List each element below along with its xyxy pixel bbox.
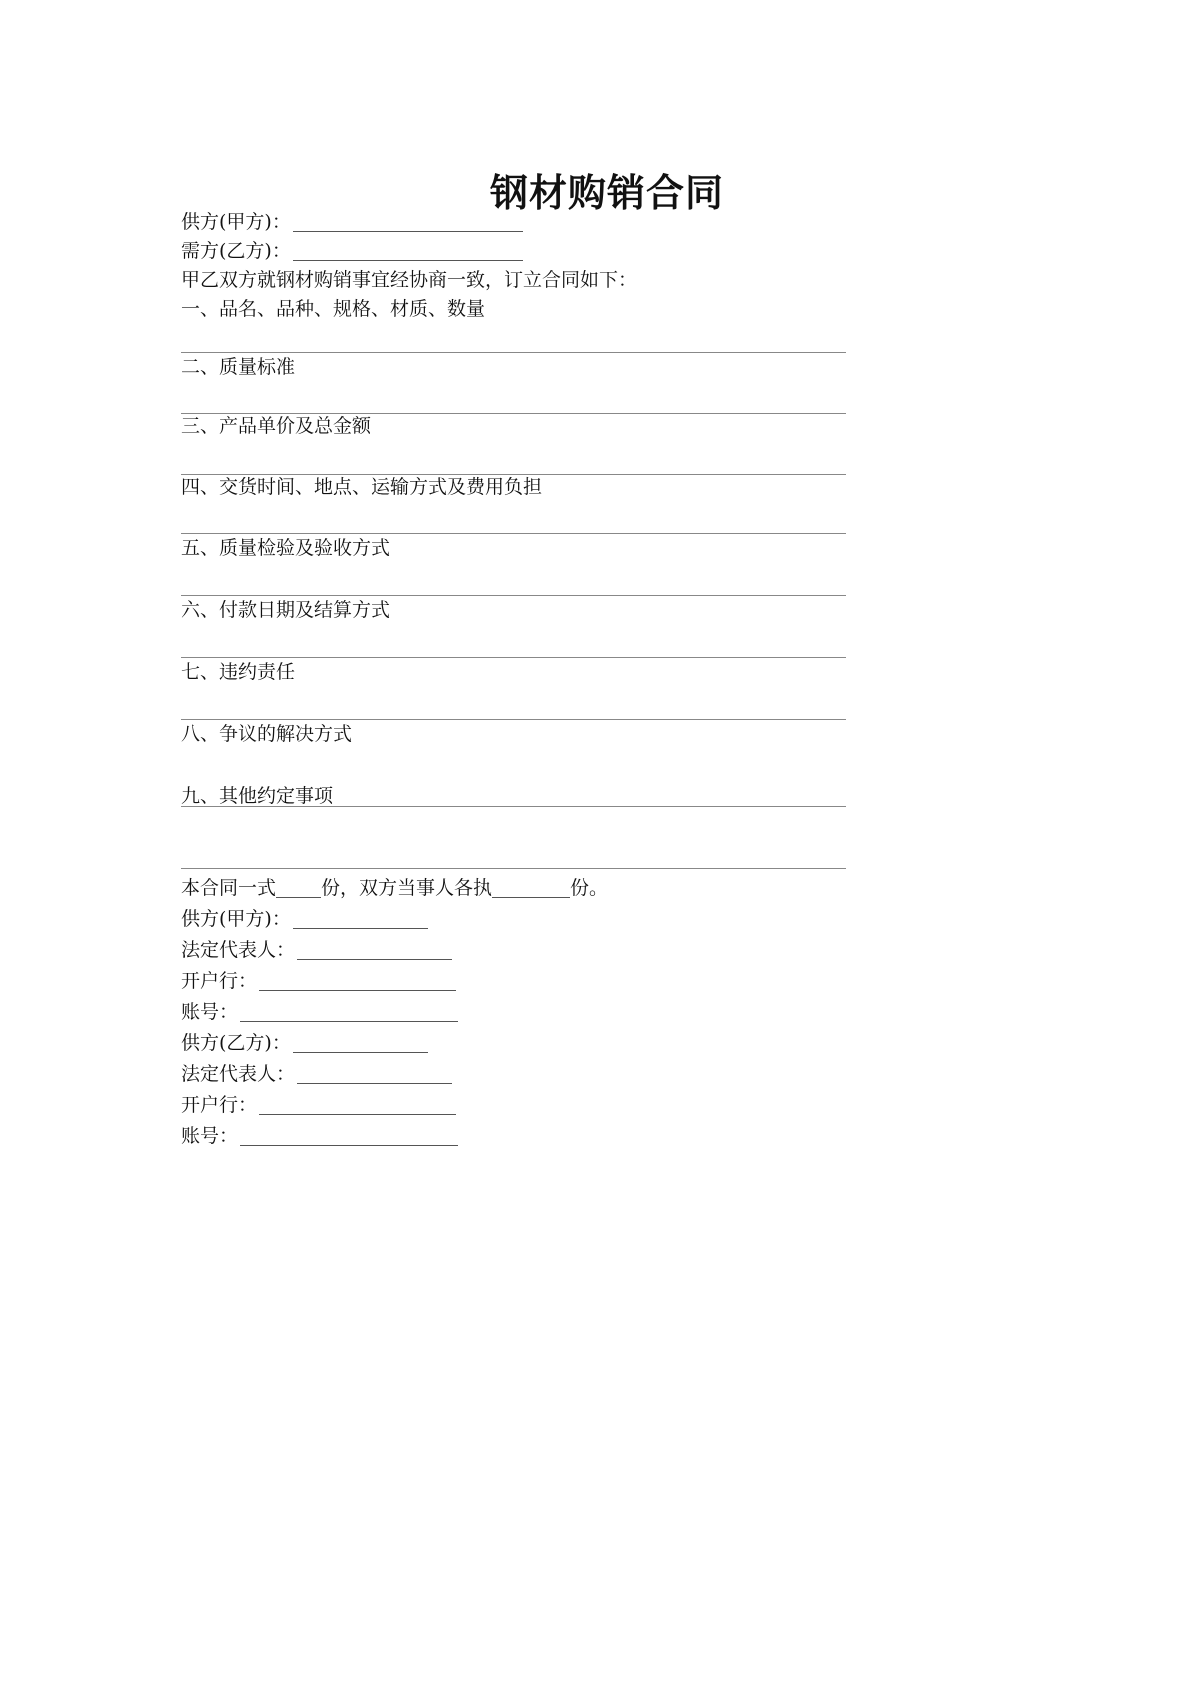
clause-7-field[interactable] — [181, 719, 846, 720]
clause-1-field[interactable] — [181, 352, 846, 353]
sig-account-a-row — [181, 999, 458, 1025]
copies-middle: 份，双方当事人各执 — [321, 877, 493, 899]
sig-bank-b-field[interactable] — [259, 1094, 456, 1115]
sig-party-a-label: 供方(甲方)： — [181, 908, 291, 930]
clause-1-label: 一、品名、品种、规格、材质、数量 — [181, 298, 486, 320]
sig-rep-b-label: 法定代表人： — [181, 1063, 296, 1085]
clause-5-field[interactable] — [181, 595, 846, 596]
sig-bank-a-field[interactable] — [259, 970, 456, 991]
sig-rep-b-row — [181, 1061, 452, 1087]
party-buyer-label: 需方(乙方)： — [181, 240, 291, 262]
clause-8-label: 八、争议的解决方式 — [181, 723, 353, 745]
sig-rep-a-row — [181, 937, 452, 963]
sig-bank-a-row — [181, 968, 456, 994]
page-title: 钢材购销合同 — [489, 171, 724, 215]
copies-row — [181, 875, 608, 901]
party-supplier-row — [181, 209, 523, 235]
sig-account-a-field[interactable] — [240, 1001, 458, 1022]
copies-suffix: 份。 — [570, 877, 609, 899]
party-buyer-field[interactable] — [293, 240, 523, 261]
sig-account-b-label: 账号： — [181, 1125, 239, 1147]
sig-party-a-field[interactable] — [293, 908, 428, 929]
sig-bank-b-row — [181, 1092, 456, 1118]
sig-bank-b-label: 开户行： — [181, 1094, 258, 1116]
sig-party-b-row — [181, 1030, 428, 1056]
sig-party-b-label: 供方(乙方)： — [181, 1032, 291, 1054]
clause-9-field[interactable] — [181, 868, 846, 869]
clause-3-label: 三、产品单价及总金额 — [181, 415, 372, 437]
clause-6-label: 六、付款日期及结算方式 — [181, 599, 391, 621]
party-buyer-row — [181, 238, 523, 264]
clause-4-label: 四、交货时间、地点、运输方式及费用负担 — [181, 476, 543, 498]
sig-party-b-field[interactable] — [293, 1032, 428, 1053]
clause-6-field[interactable] — [181, 657, 846, 658]
copies-each-field[interactable] — [492, 877, 570, 898]
sig-rep-b-field[interactable] — [297, 1063, 452, 1084]
clause-7-label: 七、违约责任 — [181, 661, 296, 683]
party-supplier-field[interactable] — [293, 211, 523, 232]
copies-total-field[interactable] — [276, 877, 321, 898]
sig-rep-a-field[interactable] — [297, 939, 452, 960]
intro-text: 甲乙双方就钢材购销事宜经协商一致，订立合同如下： — [181, 269, 638, 291]
copies-prefix: 本合同一式 — [181, 877, 277, 899]
clause-4-field[interactable] — [181, 533, 846, 534]
sig-party-a-row — [181, 906, 428, 932]
sig-account-b-field[interactable] — [240, 1125, 458, 1146]
sig-account-b-row — [181, 1123, 458, 1149]
clause-2-label: 二、质量标准 — [181, 356, 296, 378]
sig-bank-a-label: 开户行： — [181, 970, 258, 992]
party-supplier-label: 供方(甲方)： — [181, 211, 291, 233]
clause-5-label: 五、质量检验及验收方式 — [181, 537, 391, 559]
clause-9-label: 九、其他约定事项 — [181, 785, 334, 807]
sig-account-a-label: 账号： — [181, 1001, 239, 1023]
sig-rep-a-label: 法定代表人： — [181, 939, 296, 961]
